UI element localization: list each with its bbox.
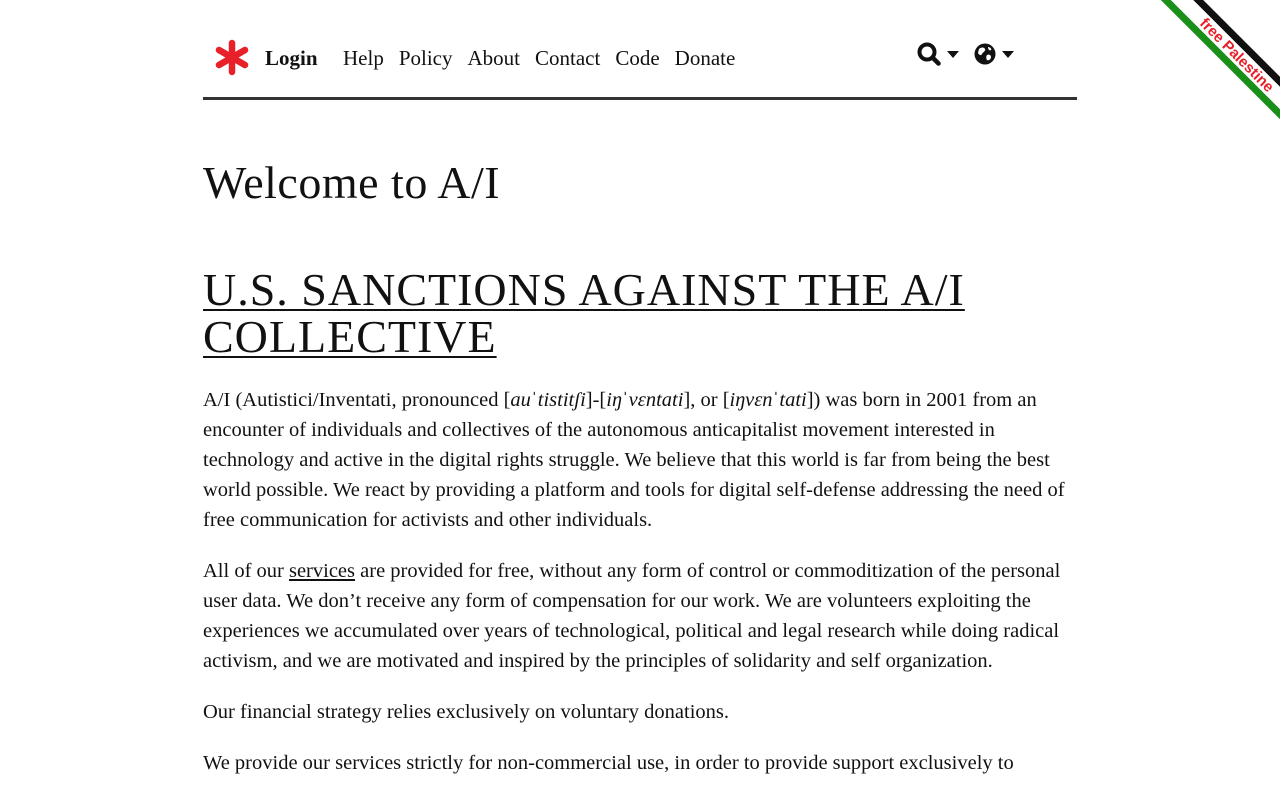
- nav-link-contact[interactable]: Contact: [535, 46, 601, 70]
- nav-right: [917, 42, 1014, 66]
- services-link[interactable]: services: [288, 560, 356, 582]
- paragraph-services: All of our services are provided for free, without any form of control or commoditization of the personal user data. We don’t receive any form of compensation for our work. We are volunteers exploiting the experiences we accumulated over years of technological, political and legal research while doing radical activism, and we are motivated and inspired by the principles of solidarity and self organization.: [203, 560, 1061, 672]
- search-icon: [917, 42, 941, 66]
- nav-link-about[interactable]: About: [467, 46, 520, 70]
- nav-link-donate[interactable]: Donate: [674, 46, 736, 70]
- main-container: [203, 0, 1077, 774]
- paragraph-intro: A/I (Autistici/Inventati, pronounced [auˈtistitʃi]-[iŋˈvɛntati], or [iŋvɛnˈtati]) was born in 2001 from an encounter of individuals and collectives of the autonomous anticapitalist movement interested in technology and active in the digital rights struggle. We believe that this world is far from being the best world possible. We react by providing a platform and tools for digital self-defense addressing the need of free communication for activists and other individuals.: [203, 389, 1065, 531]
- search-dropdown[interactable]: [917, 42, 959, 66]
- nav-links: [343, 44, 735, 72]
- ribbon-label: free Palestine: [1196, 14, 1278, 96]
- pronunciation-3: iŋvɛnˈtati: [729, 389, 807, 411]
- ribbon-band[interactable]: [1145, 0, 1280, 147]
- sanctions-headline-link[interactable]: U.S. SANCTIONS AGAINST THE A/I COLLECTIVE: [203, 264, 965, 362]
- nav-link-help[interactable]: Help: [343, 46, 384, 70]
- chevron-down-icon: [1002, 51, 1014, 58]
- globe-icon: [974, 43, 996, 65]
- sanctions-headline: [203, 266, 1077, 360]
- pronunciation-2: iŋˈvɛntati: [606, 389, 684, 411]
- nav-link-code[interactable]: Code: [615, 46, 660, 70]
- navbar: [203, 0, 1077, 100]
- free-palestine-ribbon[interactable]: [1130, 0, 1280, 150]
- asterisk-logo-icon[interactable]: [215, 38, 249, 78]
- pronunciation-1: auˈtistitʃi: [510, 389, 586, 411]
- language-dropdown[interactable]: [974, 43, 1014, 65]
- nav-link-policy[interactable]: Policy: [398, 46, 453, 70]
- page-title: Welcome to A/I: [203, 157, 501, 208]
- login-link[interactable]: Login: [265, 46, 318, 70]
- intro-text: [203, 385, 1077, 799]
- paragraph-noncommercial: We provide our services strictly for non-commercial use, in order to provide support exclusively to: [203, 752, 1014, 774]
- chevron-down-icon: [947, 51, 959, 58]
- paragraph-financial: Our financial strategy relies exclusively on voluntary donations.: [203, 701, 730, 723]
